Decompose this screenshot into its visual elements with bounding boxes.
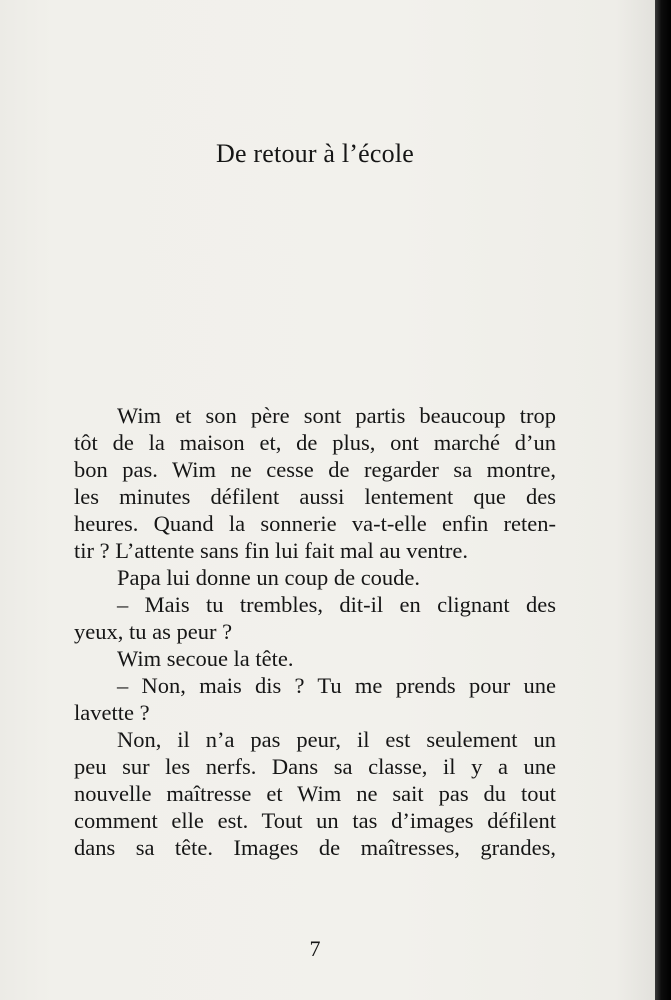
page-edge-shadow bbox=[655, 0, 671, 1000]
text-line: tir ? L’attente sans fin lui fait mal au ventre. bbox=[74, 538, 469, 563]
text-line: tôt de la maison et, de plus, ont marché d’un bbox=[74, 430, 556, 455]
text-line: dans sa tête. Images de maîtresses, grandes, bbox=[74, 835, 556, 860]
text-line: les minutes défilent aussi lentement que des bbox=[74, 484, 556, 509]
body-text bbox=[74, 402, 556, 861]
text-line: nouvelle maîtresse et Wim ne sait pas du tout bbox=[74, 781, 556, 806]
text-line: Wim et son père sont partis beaucoup trop bbox=[117, 403, 556, 428]
text-line: lavette ? bbox=[74, 700, 150, 725]
text-line: Papa lui donne un coup de coude. bbox=[117, 565, 421, 590]
page-number: 7 bbox=[309, 936, 321, 961]
text-line: Non, il n’a pas peur, il est seulement un bbox=[117, 727, 556, 752]
text-line: comment elle est. Tout un tas d’images défilent bbox=[74, 808, 556, 833]
text-line: – Non, mais dis ? Tu me prends pour une bbox=[117, 673, 556, 698]
chapter-title: De retour à l’école bbox=[216, 139, 414, 168]
text-line: bon pas. Wim ne cesse de regarder sa montre, bbox=[74, 457, 556, 482]
text-line: yeux, tu as peur ? bbox=[74, 619, 233, 644]
text-line: Wim secoue la tête. bbox=[117, 646, 294, 671]
text-line: – Mais tu trembles, dit-il en clignant des bbox=[117, 592, 556, 617]
text-line: peu sur les nerfs. Dans sa classe, il y a une bbox=[74, 754, 556, 779]
text-line: heures. Quand la sonnerie va-t-elle enfin reten- bbox=[74, 511, 556, 536]
